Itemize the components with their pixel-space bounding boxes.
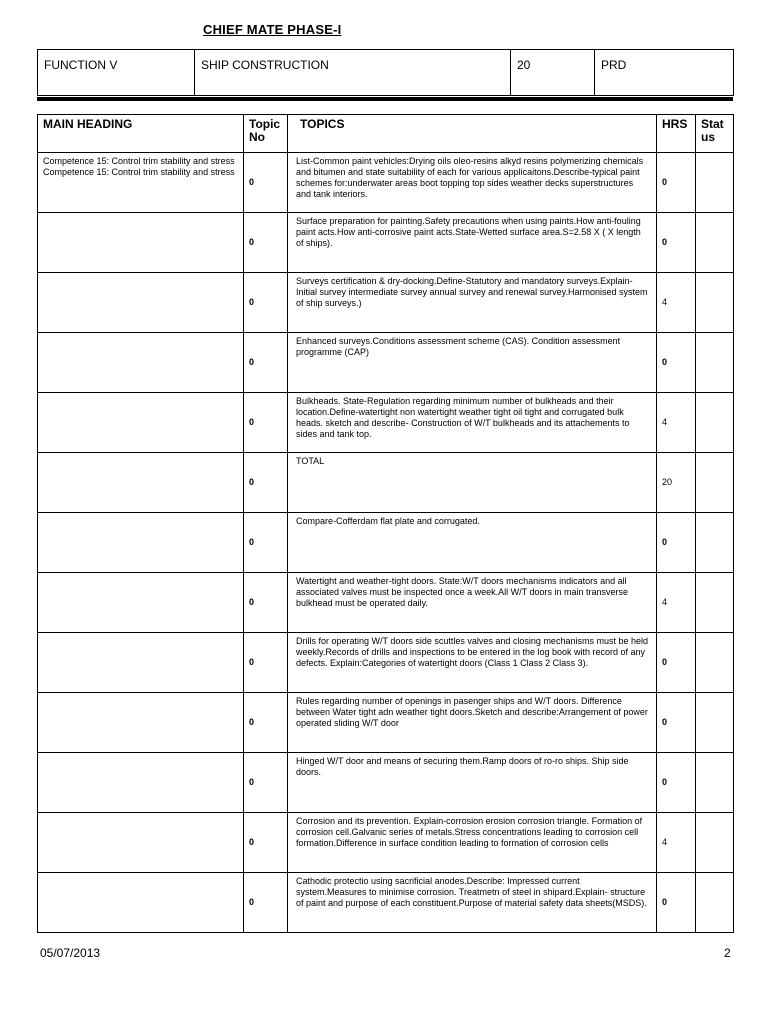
col-main-heading: MAIN HEADING — [38, 115, 244, 153]
row-hrs: 0 — [657, 213, 696, 273]
table-row — [38, 753, 734, 813]
row-topic-no: 0 — [244, 213, 288, 273]
row-main-heading — [38, 813, 244, 873]
document-title: CHIEF MATE PHASE-I — [203, 22, 342, 37]
row-hrs: 0 — [657, 333, 696, 393]
row-main-heading — [38, 333, 244, 393]
row-hrs: 0 — [657, 513, 696, 573]
row-status — [696, 453, 734, 513]
table-row — [38, 333, 734, 393]
table-row — [38, 393, 734, 453]
row-hrs: 0 — [657, 633, 696, 693]
row-hrs: 20 — [657, 453, 696, 513]
row-main-heading — [38, 753, 244, 813]
row-status — [696, 333, 734, 393]
prd-cell: PRD — [595, 50, 734, 96]
row-main-heading — [38, 213, 244, 273]
row-hrs: 4 — [657, 273, 696, 333]
row-topic-text: Hinged W/T door and means of securing them.Ramp doors of ro-ro ships. Ship side doors. — [288, 753, 657, 813]
row-status — [696, 573, 734, 633]
row-topic-no: 0 — [244, 693, 288, 753]
subject-cell: SHIP CONSTRUCTION — [195, 50, 511, 96]
col-topics: TOPICS — [288, 115, 657, 153]
row-topic-text: List-Common paint vehicles:Drying oils oleo-resins alkyd resins polymerizing chemicals and bitumen and state suitability of each for various applicaitons.Describe-typical paint schemes for:underwater areas boot topping top sides weather decks superstructures and tank interiors. — [288, 153, 657, 213]
col-topic-no: Topic No — [244, 115, 288, 153]
row-topic-text: TOTAL — [288, 453, 657, 513]
row-status — [696, 213, 734, 273]
row-main-heading — [38, 453, 244, 513]
table-row — [38, 873, 734, 933]
row-status — [696, 813, 734, 873]
row-hrs: 0 — [657, 753, 696, 813]
table-row — [38, 213, 734, 273]
row-topic-no: 0 — [244, 333, 288, 393]
row-topic-no: 0 — [244, 813, 288, 873]
table-header-row — [38, 115, 734, 153]
row-topic-no: 0 — [244, 573, 288, 633]
row-status — [696, 513, 734, 573]
function-header-table — [37, 49, 734, 96]
row-topic-text: Enhanced surveys.Conditions assessment scheme (CAS). Condition assessment programme (CAP) — [288, 333, 657, 393]
col-hrs: HRS — [657, 115, 696, 153]
row-hrs: 0 — [657, 153, 696, 213]
row-topic-text: Surface preparation for painting.Safety precautions when using paints.How anti-fouling paint acts.How anti-corrosive paint acts.State-Wetted surface area.S=2.58 X ( X length of ships). — [288, 213, 657, 273]
row-topic-no: 0 — [244, 513, 288, 573]
row-topic-text: Rules regarding number of openings in pasenger ships and W/T doors. Difference between Water tight adn weather tight doors.Sketch and describe:Arrangement of power operated sliding W/T door — [288, 693, 657, 753]
table-row — [38, 573, 734, 633]
row-main-heading — [38, 633, 244, 693]
row-main-heading — [38, 273, 244, 333]
row-hrs: 0 — [657, 693, 696, 753]
row-topic-no: 0 — [244, 273, 288, 333]
row-hrs: 4 — [657, 573, 696, 633]
syllabus-table — [37, 114, 734, 933]
row-topic-no: 0 — [244, 453, 288, 513]
table-row — [38, 633, 734, 693]
row-topic-text: Compare-Cofferdam flat plate and corrugated. — [288, 513, 657, 573]
separator-band — [37, 97, 733, 101]
table-row — [38, 513, 734, 573]
col-status: Stat us — [696, 115, 734, 153]
row-topic-text: Corrosion and its prevention. Explain-corrosion erosion corrosion triangle. Formation of corrosion cell.Galvanic series of metals.Stress concentrations leading to corrosion cell formation.Difference in surface condition leading to formation of corrosion cells — [288, 813, 657, 873]
row-topic-no: 0 — [244, 753, 288, 813]
row-topic-text: Watertight and weather-tight doors. State:W/T doors mechanisms indicators and all associated valves must be inspected once a week.All W/T doors in main transverse bulkhead must be operated daily. — [288, 573, 657, 633]
page-number: 2 — [724, 946, 731, 960]
row-status — [696, 753, 734, 813]
row-hrs: 4 — [657, 393, 696, 453]
row-main-heading — [38, 573, 244, 633]
table-row — [38, 153, 734, 213]
hours-cell: 20 — [511, 50, 595, 96]
row-topic-text: Bulkheads. State-Regulation regarding minimum number of bulkheads and their location.Define-watertight non watertight weather tight oil tight and corrugated bulk heads. sketch and describe- Construction of W/T bulkheads and its attachements to sides and tank top. — [288, 393, 657, 453]
row-main-heading — [38, 693, 244, 753]
row-hrs: 4 — [657, 813, 696, 873]
row-topic-no: 0 — [244, 873, 288, 933]
table-row — [38, 453, 734, 513]
row-main-heading — [38, 393, 244, 453]
row-main-heading — [38, 513, 244, 573]
row-topic-no: 0 — [244, 153, 288, 213]
row-status — [696, 393, 734, 453]
footer-date: 05/07/2013 — [40, 946, 101, 960]
row-topic-no: 0 — [244, 633, 288, 693]
row-topic-text: Surveys certification & dry-docking.Define-Statutory and mandatory surveys.Explain-Initial survey intermediate survey annual survey and renewal survey.Harmonised system of ship surveys.) — [288, 273, 657, 333]
row-status — [696, 153, 734, 213]
row-main-heading: Competence 15: Control trim stability and stress Competence 15: Control trim stability and stress — [38, 153, 244, 213]
table-row — [38, 693, 734, 753]
table-row — [38, 813, 734, 873]
function-cell: FUNCTION V — [38, 50, 195, 96]
row-topic-no: 0 — [244, 393, 288, 453]
row-status — [696, 633, 734, 693]
table-row — [38, 273, 734, 333]
row-main-heading — [38, 873, 244, 933]
row-status — [696, 693, 734, 753]
row-status — [696, 273, 734, 333]
row-topic-text: Drills for operating W/T doors side scuttles valves and closing mechanisms must be held weekly.Records of drills and inspections to be entered in the log book with record of any defects. Explain:Categories of watertight doors (Class 1 Class 2 Class 3). — [288, 633, 657, 693]
row-status — [696, 873, 734, 933]
row-topic-text: Cathodic protectio using sacrificial anodes.Describe: Impressed current system.Measures to minimise corrosion. Treatmetn of steel in shipard.Explain- structure of paint and purpose of each constituent.Purpose of material safety data sheets(MSDS). — [288, 873, 657, 933]
row-hrs: 0 — [657, 873, 696, 933]
